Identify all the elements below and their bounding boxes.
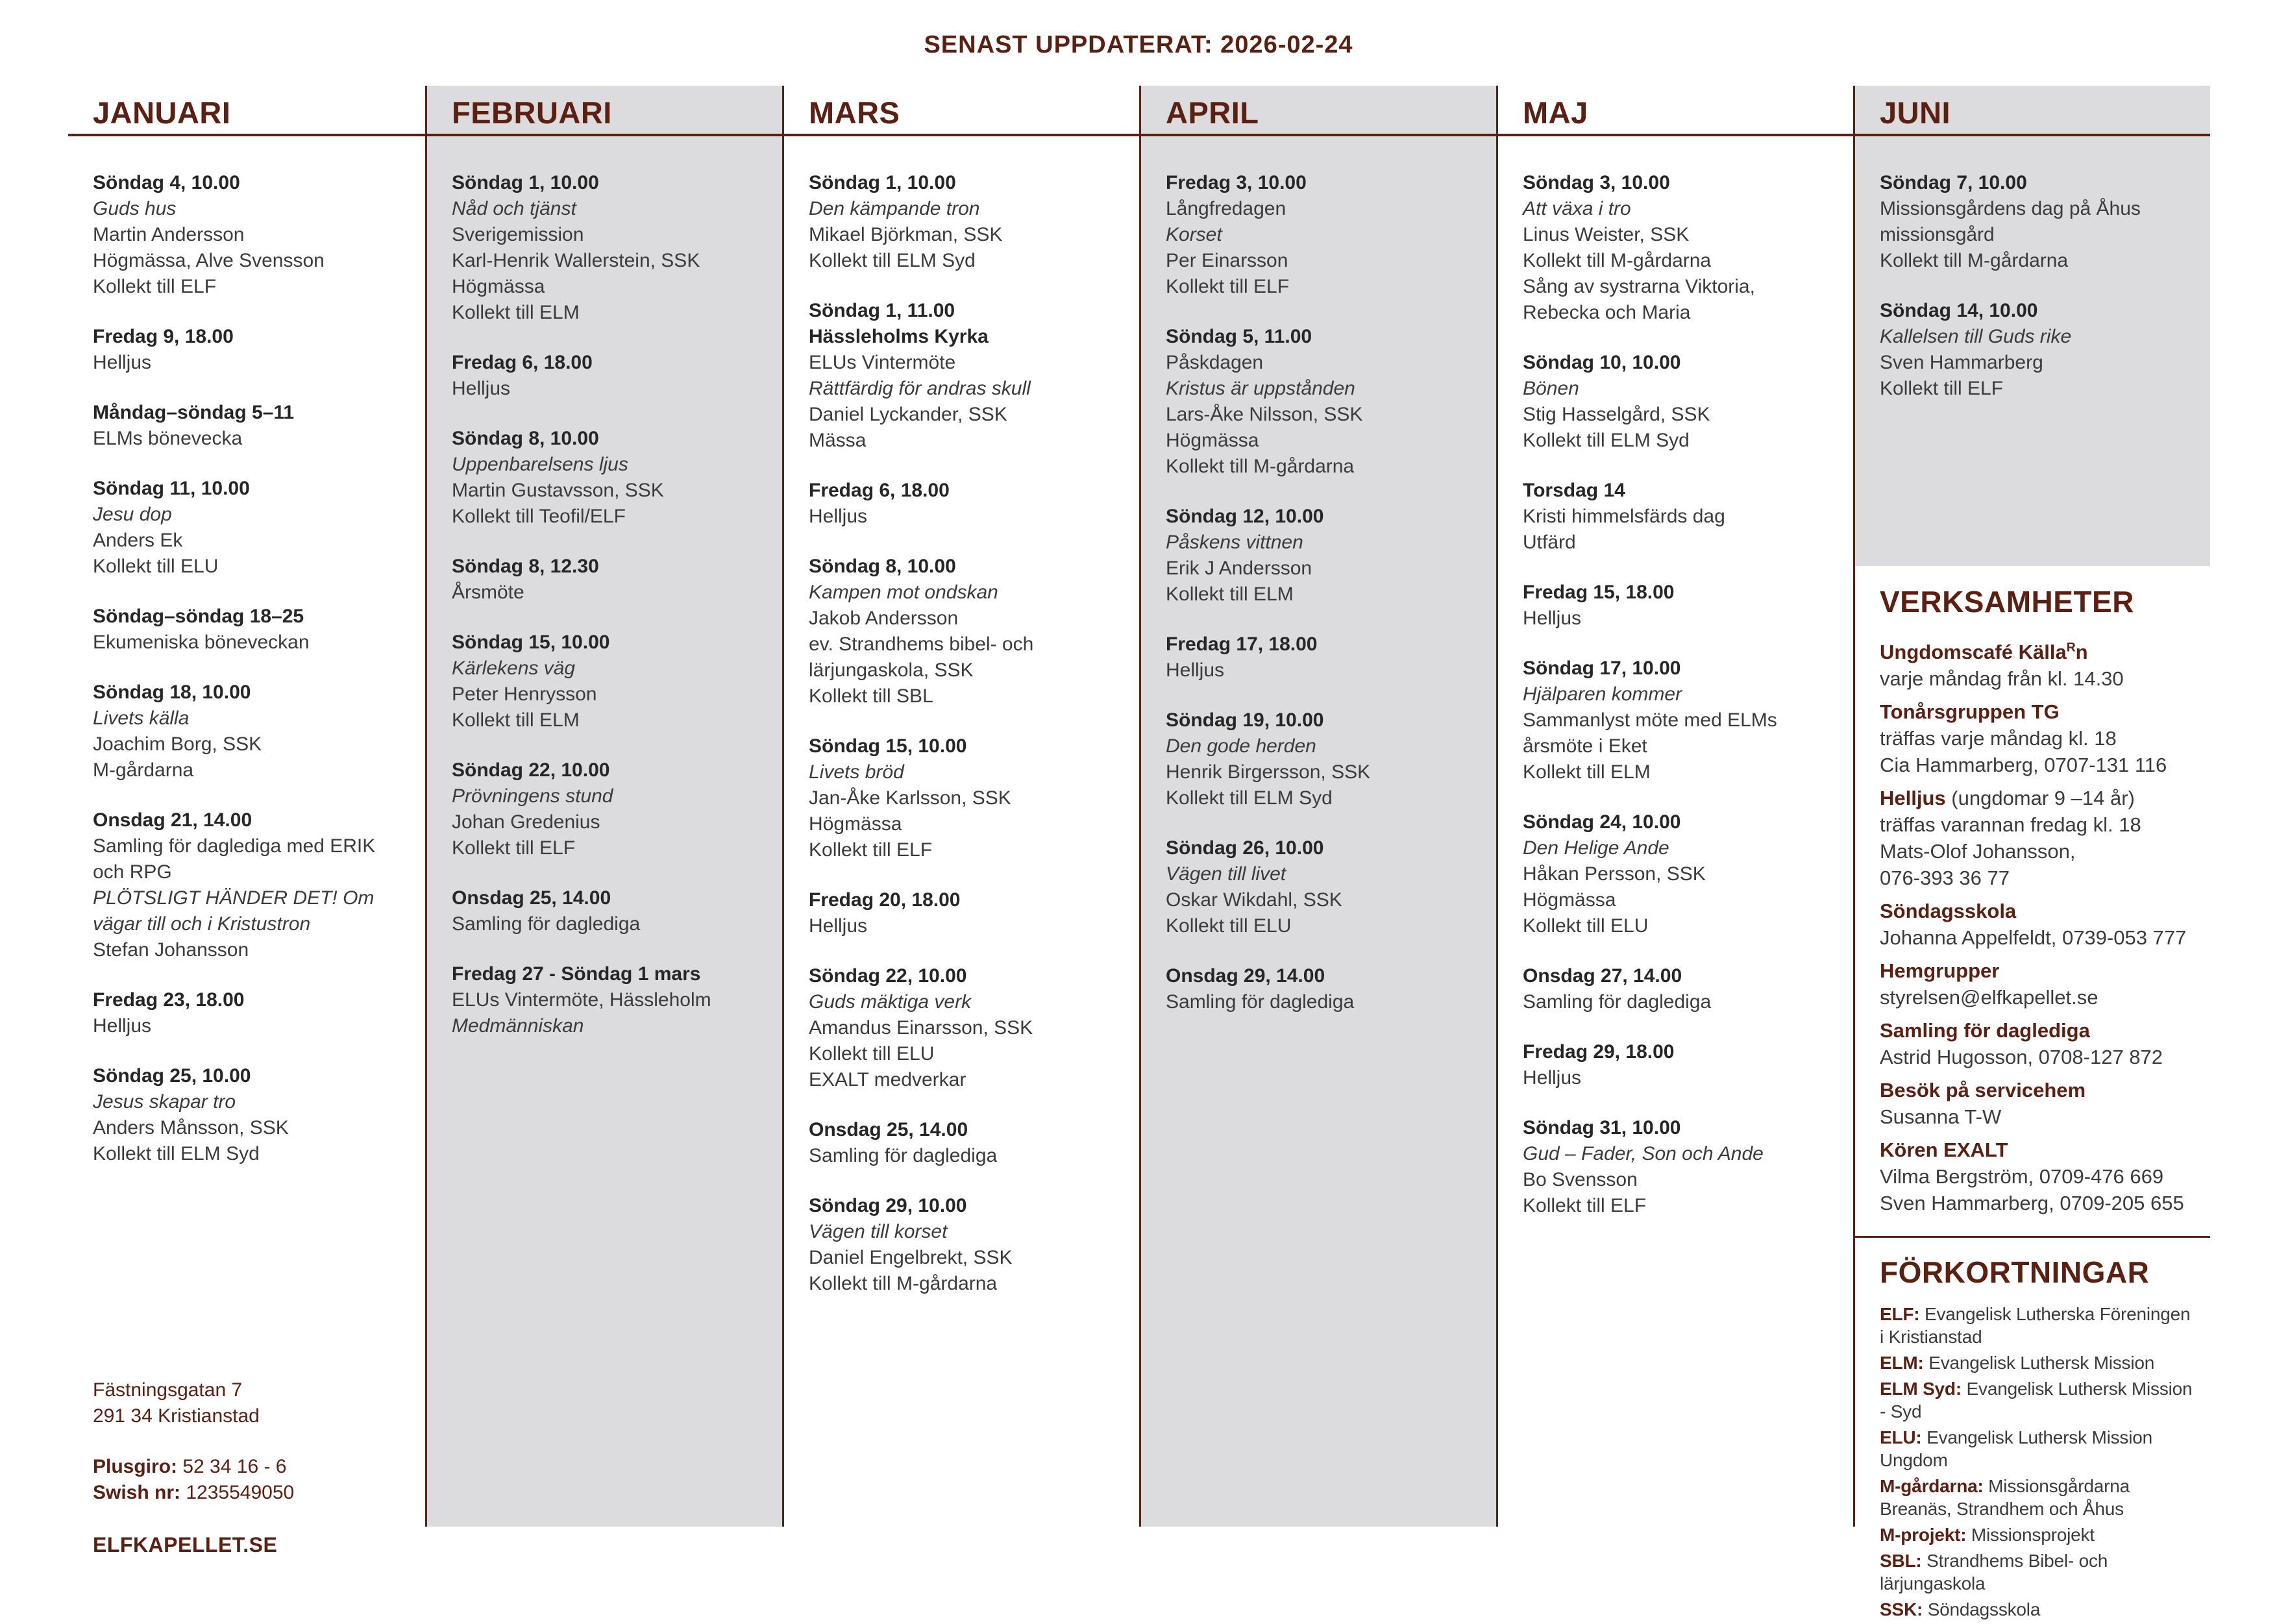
event bbox=[809, 887, 1122, 939]
event-detail: Samling för daglediga bbox=[1166, 991, 1355, 1013]
activity-name: Besök på servicehem bbox=[1880, 1079, 2086, 1102]
event bbox=[809, 1193, 1122, 1297]
event-date: Onsdag 27, 14.00 bbox=[1523, 965, 1682, 987]
activity-name: Helljus bbox=[1880, 787, 1946, 810]
event-date: Söndag 8, 10.00 bbox=[809, 556, 956, 577]
event-date: Fredag 9, 18.00 bbox=[93, 326, 234, 347]
abbreviation-item: ELM: Evangelisk Luthersk Mission bbox=[1880, 1353, 2155, 1373]
event-detail: Sång av systrarna Viktoria, Rebecka och Maria bbox=[1523, 276, 1755, 323]
activity-detail: Astrid Hugosson, 0708-127 872 bbox=[1880, 1046, 2163, 1069]
forkortningar-title: FÖRKORTNINGAR bbox=[1880, 1255, 2150, 1290]
event-detail: Högmässa bbox=[452, 276, 545, 297]
event-theme: Kallelsen till Guds rike bbox=[1880, 326, 2072, 347]
events-list bbox=[93, 170, 408, 1191]
event-detail: Missionsgårdens dag på Åhus missionsgård bbox=[1880, 198, 2141, 245]
event-detail: Kollekt till ELF bbox=[452, 837, 576, 859]
event-date: Söndag 5, 11.00 bbox=[1166, 326, 1312, 347]
event-detail: Kollekt till SBL bbox=[809, 685, 933, 707]
event bbox=[452, 350, 765, 402]
event bbox=[809, 1117, 1122, 1169]
event-theme: Hjälparen kommer bbox=[1523, 683, 1682, 705]
event-date: Söndag 17, 10.00 bbox=[1523, 658, 1681, 679]
event-detail: Jan-Åke Karlsson, SSK bbox=[809, 787, 1011, 809]
event-detail: Kollekt till ELM Syd bbox=[809, 250, 976, 271]
event-date: Söndag 7, 10.00 bbox=[1880, 172, 2027, 193]
event-detail: Årsmöte bbox=[452, 582, 524, 603]
event-theme: Kärlekens väg bbox=[452, 658, 576, 679]
event-detail: Helljus bbox=[809, 915, 868, 937]
activity-detail: Mats-Olof Johansson, bbox=[1880, 840, 2076, 863]
event bbox=[93, 604, 408, 656]
activity-item bbox=[1880, 785, 2198, 891]
abbreviation-code: SBL: bbox=[1880, 1551, 1922, 1571]
activity-item bbox=[1880, 635, 2198, 692]
event-date: Söndag 11, 10.00 bbox=[93, 478, 250, 499]
event-date: Torsdag 14 bbox=[1523, 480, 1625, 501]
event bbox=[452, 885, 765, 937]
event-theme: Prövningens stund bbox=[452, 785, 613, 807]
event-detail: Erik J Andersson bbox=[1166, 558, 1312, 579]
event bbox=[452, 961, 765, 1039]
event-detail: Martin Andersson bbox=[93, 224, 245, 245]
event-detail: Sverigemission bbox=[452, 224, 584, 245]
event bbox=[1166, 707, 1479, 811]
event-detail: Linus Weister, SSK bbox=[1523, 224, 1690, 245]
abbreviation-code: ELM Syd: bbox=[1880, 1379, 1962, 1399]
event-detail: Högmässa bbox=[1166, 430, 1259, 451]
event-date: Fredag 3, 10.00 bbox=[1166, 172, 1307, 193]
plusgiro-line: Plusgiro: 52 34 16 - 6 bbox=[93, 1456, 287, 1477]
event bbox=[93, 680, 408, 783]
event-date: Söndag 3, 10.00 bbox=[1523, 172, 1670, 193]
activity-item bbox=[1880, 698, 2198, 778]
event-detail: Kollekt till ELM Syd bbox=[1166, 787, 1333, 809]
event-date: Söndag–söndag 18–25 bbox=[93, 606, 304, 627]
activity-detail: träffas varje måndag kl. 18 bbox=[1880, 727, 2117, 750]
event-theme: Gud – Fader, Son och Ande bbox=[1523, 1143, 1764, 1164]
event-detail: Helljus bbox=[1166, 659, 1225, 681]
event bbox=[93, 987, 408, 1039]
event-date: Söndag 10, 10.00 bbox=[1523, 352, 1681, 373]
event-date: Söndag 25, 10.00 bbox=[93, 1065, 251, 1087]
activity-item bbox=[1880, 1137, 2198, 1216]
events-list bbox=[452, 170, 765, 1063]
abbreviation-item: M-gårdarna: Missionsgårdarna Breanäs, Strandhem och Åhus bbox=[1880, 1476, 2130, 1519]
event-detail: Högmässa bbox=[1523, 889, 1616, 911]
abbreviation-code: ELM: bbox=[1880, 1353, 1924, 1373]
event-theme: Kristus är uppstånden bbox=[1166, 378, 1355, 399]
event bbox=[93, 170, 408, 300]
event-detail: Anders Månsson, SSK bbox=[93, 1117, 289, 1138]
event bbox=[809, 478, 1122, 530]
event-date: Onsdag 21, 14.00 bbox=[93, 809, 252, 831]
website-text: ELFKAPELLET.SE bbox=[93, 1533, 278, 1556]
event-detail: Amandus Einarsson, SSK bbox=[809, 1017, 1033, 1039]
event-date: Söndag 15, 10.00 bbox=[809, 735, 967, 757]
event-detail: Henrik Birgersson, SSK bbox=[1166, 761, 1371, 783]
event-date: Fredag 6, 18.00 bbox=[452, 352, 593, 373]
event-detail: Håkan Persson, SSK bbox=[1523, 863, 1706, 885]
event bbox=[809, 963, 1122, 1093]
event bbox=[452, 426, 765, 530]
event-detail: Samling för daglediga med ERIK och RPG bbox=[93, 835, 376, 883]
event-date: Söndag 26, 10.00 bbox=[1166, 837, 1324, 859]
month-column-januari bbox=[68, 86, 425, 1556]
event-theme: Kampen mot ondskan bbox=[809, 582, 998, 603]
activity-detail: träffas varannan fredag kl. 18 bbox=[1880, 813, 2141, 837]
event-detail: Karl-Henrik Wallerstein, SSK bbox=[452, 250, 700, 271]
event bbox=[1523, 809, 1836, 939]
event bbox=[809, 554, 1122, 709]
event bbox=[1523, 350, 1836, 454]
event-theme: Vägen till korset bbox=[809, 1221, 948, 1242]
event-detail: Oskar Wikdahl, SSK bbox=[1166, 889, 1342, 911]
month-title: MARS bbox=[809, 95, 900, 130]
event-date: Söndag 1, 10.00 bbox=[809, 172, 956, 193]
event-detail: Kollekt till ELF bbox=[1166, 276, 1290, 297]
events-list bbox=[1166, 170, 1479, 1039]
event-date: Söndag 1, 10.00 bbox=[452, 172, 599, 193]
event-detail: Långfredagen bbox=[1166, 198, 1286, 219]
activity-name: Hemgrupper bbox=[1880, 959, 2000, 983]
event bbox=[1523, 963, 1836, 1015]
event-detail: Samling för daglediga bbox=[1523, 991, 1712, 1013]
event-detail: Helljus bbox=[93, 352, 152, 373]
event bbox=[1166, 504, 1479, 608]
activity-item bbox=[1880, 1077, 2198, 1130]
event-date: Fredag 27 - Söndag 1 mars bbox=[452, 963, 701, 985]
event-date: Söndag 15, 10.00 bbox=[452, 632, 610, 653]
event-detail: Kollekt till M-gårdarna bbox=[1880, 250, 2069, 271]
event bbox=[1166, 963, 1479, 1015]
activity-name-superscript: R bbox=[2066, 641, 2076, 655]
activity-item bbox=[1880, 957, 2198, 1011]
event-detail: Jakob Andersson bbox=[809, 608, 959, 629]
event-date: Söndag 1, 11.00 bbox=[809, 300, 955, 321]
abbreviation-code: M-gårdarna: bbox=[1880, 1476, 1984, 1497]
event-theme: Korset bbox=[1166, 224, 1222, 245]
event bbox=[93, 324, 408, 376]
activity-name: Tonårsgruppen TG bbox=[1880, 700, 2060, 724]
event-detail: Daniel Engelbrekt, SSK bbox=[809, 1247, 1013, 1268]
activity-note: (ungdomar 9 –14 år) bbox=[1945, 787, 2135, 810]
activity-name: Söndagsskola bbox=[1880, 900, 2017, 923]
event-theme: Att växa i tro bbox=[1523, 198, 1631, 219]
event bbox=[1523, 580, 1836, 632]
activity-detail: Cia Hammarberg, 0707-131 116 bbox=[1880, 754, 2167, 777]
abbreviation-item: ELM Syd: Evangelisk Luthersk Mission - Syd bbox=[1880, 1379, 2193, 1422]
event-theme: Den Helige Ande bbox=[1523, 837, 1669, 859]
event bbox=[93, 476, 408, 580]
event-date: Onsdag 29, 14.00 bbox=[1166, 965, 1325, 987]
abbreviation-code: ELU: bbox=[1880, 1427, 1922, 1448]
abbreviation-item: ELU: Evangelisk Luthersk Mission Ungdom bbox=[1880, 1427, 2152, 1471]
event-theme: Livets källa bbox=[93, 707, 190, 729]
event-detail: ELMs bönevecka bbox=[93, 428, 243, 449]
event-detail: Kollekt till ELF bbox=[1880, 378, 2004, 399]
event-date: Söndag 29, 10.00 bbox=[809, 1195, 967, 1216]
event-detail: Kollekt till ELM bbox=[1166, 584, 1294, 605]
activity-detail: 076-393 36 77 bbox=[1880, 867, 2010, 890]
event-date: Söndag 31, 10.00 bbox=[1523, 1117, 1681, 1138]
swish-line: Swish nr: 1235549050 bbox=[93, 1482, 295, 1503]
event-theme: Den gode herden bbox=[1166, 735, 1316, 757]
event-detail: Anders Ek bbox=[93, 530, 183, 551]
activity-detail: Vilma Bergström, 0709-476 669 bbox=[1880, 1165, 2164, 1188]
month-column-mars bbox=[782, 86, 1139, 1527]
event bbox=[1523, 656, 1836, 785]
abbreviation-item: SSK: Söndagsskola bbox=[1880, 1599, 2041, 1620]
abbreviation-code: SSK: bbox=[1880, 1599, 1923, 1620]
activity-detail: styrelsen@elfkapellet.se bbox=[1880, 986, 2099, 1009]
event-detail: Kollekt till ELU bbox=[93, 556, 219, 577]
event bbox=[93, 807, 408, 963]
event-detail: Kollekt till Teofil/ELF bbox=[452, 506, 626, 527]
month-title-underline bbox=[68, 134, 2210, 136]
event-theme: Bönen bbox=[1523, 378, 1579, 399]
event-detail: Utfärd bbox=[1523, 532, 1576, 553]
month-title: APRIL bbox=[1166, 95, 1259, 130]
event bbox=[93, 400, 408, 452]
event bbox=[452, 757, 765, 861]
abbreviation-code: M-projekt: bbox=[1880, 1525, 1967, 1545]
event bbox=[452, 630, 765, 733]
event-date: Söndag 24, 10.00 bbox=[1523, 811, 1681, 833]
month-title: MAJ bbox=[1523, 95, 1588, 130]
right-rail bbox=[1880, 584, 2198, 1624]
event-date: Söndag 8, 10.00 bbox=[452, 428, 599, 449]
activity-item bbox=[1880, 1017, 2198, 1070]
event-detail: Helljus bbox=[809, 506, 868, 527]
events-list bbox=[1523, 170, 1836, 1243]
event-detail: Bo Svensson bbox=[1523, 1169, 1638, 1190]
month-title: FEBRUARI bbox=[452, 95, 612, 130]
month-column-juni bbox=[1853, 86, 2210, 1620]
event-theme: Rättfärdig för andras skull bbox=[809, 378, 1031, 399]
event-detail: Kollekt till ELF bbox=[1523, 1195, 1647, 1216]
activity-item bbox=[1880, 898, 2198, 951]
event bbox=[1166, 632, 1479, 683]
event-detail: Stig Hasselgård, SSK bbox=[1523, 404, 1710, 425]
event bbox=[1166, 835, 1479, 939]
event-detail: Lars-Åke Nilsson, SSK bbox=[1166, 404, 1363, 425]
event bbox=[809, 298, 1122, 454]
abbreviation-item: M-projekt: Missionsprojekt bbox=[1880, 1525, 2095, 1545]
calendar-grid bbox=[68, 86, 2210, 1620]
plusgiro-label: Plusgiro: bbox=[93, 1456, 178, 1477]
event-detail: Kollekt till ELU bbox=[809, 1043, 935, 1064]
event bbox=[93, 1063, 408, 1167]
event bbox=[1523, 170, 1836, 326]
event-detail: Martin Gustavsson, SSK bbox=[452, 480, 664, 501]
event-detail: Mikael Björkman, SSK bbox=[809, 224, 1003, 245]
event-date: Söndag 8, 12.30 bbox=[452, 556, 599, 577]
event-date: Fredag 17, 18.00 bbox=[1166, 634, 1318, 655]
event-detail: Helljus bbox=[1523, 608, 1582, 629]
event-theme: Livets bröd bbox=[809, 761, 904, 783]
event-detail: Kollekt till ELM Syd bbox=[93, 1143, 260, 1164]
event-date: Onsdag 25, 14.00 bbox=[452, 887, 611, 909]
event-detail: EXALT medverkar bbox=[809, 1069, 966, 1090]
event-detail: Johan Gredenius bbox=[452, 811, 600, 833]
event-detail: M-gårdarna bbox=[93, 759, 194, 781]
event-theme: Den kämpande tron bbox=[809, 198, 980, 219]
verksamheter-title: VERKSAMHETER bbox=[1880, 585, 2134, 619]
abbreviation-item: ELF: Evangelisk Lutherska Föreningen i Kristianstad bbox=[1880, 1304, 2191, 1347]
event-theme: Jesus skapar tro bbox=[93, 1091, 236, 1113]
event-detail: Kollekt till ELU bbox=[1523, 915, 1649, 937]
section-divider bbox=[1855, 1236, 2210, 1238]
event-detail: ELUs Vintermöte, Hässleholm bbox=[452, 989, 711, 1011]
event-detail: Mässa bbox=[809, 430, 867, 451]
abbreviation-code: ELF: bbox=[1880, 1304, 1920, 1325]
event-detail: Kollekt till ELM Syd bbox=[1523, 430, 1690, 451]
month-column-april bbox=[1139, 86, 1496, 1527]
event-detail: Samling för daglediga bbox=[452, 913, 641, 935]
event bbox=[1166, 324, 1479, 480]
event-date: Söndag 22, 10.00 bbox=[452, 759, 610, 781]
event-detail: Kollekt till ELM bbox=[1523, 761, 1651, 783]
event-theme: Medmänniskan bbox=[452, 1015, 584, 1037]
event bbox=[809, 733, 1122, 863]
event-date: Söndag 14, 10.00 bbox=[1880, 300, 2038, 321]
activity-detail: Johanna Appelfeldt, 0739-053 777 bbox=[1880, 926, 2187, 950]
month-column-februari bbox=[425, 86, 782, 1527]
event-date: Onsdag 25, 14.00 bbox=[809, 1119, 968, 1140]
event bbox=[1880, 170, 2193, 274]
event-date: Fredag 6, 18.00 bbox=[809, 480, 950, 501]
event-theme: Guds hus bbox=[93, 198, 177, 219]
event-detail: Peter Henrysson bbox=[452, 683, 597, 705]
event-detail: Ekumeniska böneveckan bbox=[93, 632, 310, 653]
event-theme: Vägen till livet bbox=[1166, 863, 1286, 885]
event-detail: Samling för daglediga bbox=[809, 1145, 998, 1166]
swish-label: Swish nr: bbox=[93, 1482, 181, 1503]
event-detail: Högmässa bbox=[809, 813, 902, 835]
event-detail: Kristi himmelsfärds dag bbox=[1523, 506, 1725, 527]
event-theme: PLÖTSLIGT HÄNDER DET! Om vägar till och i Kristustron bbox=[93, 887, 375, 935]
event bbox=[1523, 1115, 1836, 1219]
event-detail: Daniel Lyckander, SSK bbox=[809, 404, 1007, 425]
footer-contact bbox=[93, 1377, 408, 1558]
event bbox=[1880, 298, 2193, 402]
event-date: Söndag 19, 10.00 bbox=[1166, 709, 1324, 731]
address-line2: 291 34 Kristianstad bbox=[93, 1405, 260, 1427]
event-detail: ELUs Vintermöte bbox=[809, 352, 956, 373]
event-detail: Påskdagen bbox=[1166, 352, 1264, 373]
event-location: Hässleholms Kyrka bbox=[809, 326, 989, 347]
activity-detail: Susanna T-W bbox=[1880, 1105, 2002, 1129]
event bbox=[1523, 1039, 1836, 1091]
event-date: Fredag 29, 18.00 bbox=[1523, 1041, 1675, 1063]
last-updated-text: SENAST UPPDATERAT: 2026-02-24 bbox=[924, 31, 1353, 58]
activity-detail: Sven Hammarberg, 0709-205 655 bbox=[1880, 1192, 2184, 1215]
event bbox=[452, 170, 765, 326]
event-detail: Kollekt till M-gårdarna bbox=[1523, 250, 1712, 271]
address-line1: Fästningsgatan 7 bbox=[93, 1379, 243, 1401]
abbreviation-item: SBL: Strandhems Bibel- och lärjungaskola bbox=[1880, 1551, 2108, 1594]
event-theme: Påskens vittnen bbox=[1166, 532, 1303, 553]
event-detail: Helljus bbox=[93, 1015, 152, 1037]
event-detail: Kollekt till M-gårdarna bbox=[809, 1273, 998, 1294]
event-detail: Sammanlyst möte med ELMs årsmöte i Eket bbox=[1523, 709, 1777, 757]
event-detail: Stefan Johansson bbox=[93, 939, 249, 961]
event-detail: Joachim Borg, SSK bbox=[93, 733, 262, 755]
event-date: Fredag 23, 18.00 bbox=[93, 989, 245, 1011]
event-detail: Helljus bbox=[452, 378, 511, 399]
month-column-maj bbox=[1496, 86, 1853, 1527]
activity-name: Ungdomscafé Källa$^R$n bbox=[1880, 641, 2088, 664]
event bbox=[1523, 478, 1836, 556]
activity-name: Samling för daglediga bbox=[1880, 1019, 2090, 1042]
event-detail: Kollekt till M-gårdarna bbox=[1166, 456, 1355, 477]
activity-name: Kören EXALT bbox=[1880, 1138, 2008, 1162]
event-detail: Kollekt till ELF bbox=[809, 839, 933, 861]
event-detail: Helljus bbox=[1523, 1067, 1582, 1089]
event bbox=[1166, 170, 1479, 300]
event-date: Söndag 12, 10.00 bbox=[1166, 506, 1324, 527]
event bbox=[452, 554, 765, 606]
event-date: Söndag 4, 10.00 bbox=[93, 172, 240, 193]
event-detail: Per Einarsson bbox=[1166, 250, 1288, 271]
event-detail: Kollekt till ELU bbox=[1166, 915, 1292, 937]
event-detail: Sven Hammarberg bbox=[1880, 352, 2043, 373]
events-list bbox=[809, 170, 1122, 1321]
event-theme: Guds mäktiga verk bbox=[809, 991, 972, 1013]
month-title: JANUARI bbox=[93, 95, 231, 130]
event-date: Fredag 20, 18.00 bbox=[809, 889, 961, 911]
events-list bbox=[1880, 170, 2193, 426]
event-theme: Jesu dop bbox=[93, 504, 172, 525]
activity-detail: varje måndag från kl. 14.30 bbox=[1880, 667, 2124, 691]
event-theme: Nåd och tjänst bbox=[452, 198, 576, 219]
event-detail: Kollekt till ELF bbox=[93, 276, 217, 297]
event-date: Söndag 18, 10.00 bbox=[93, 682, 251, 703]
event-detail: Högmässa, Alve Svensson bbox=[93, 250, 325, 271]
event-date: Söndag 22, 10.00 bbox=[809, 965, 967, 987]
event bbox=[809, 170, 1122, 274]
event-date: Fredag 15, 18.00 bbox=[1523, 582, 1675, 603]
event-theme: Uppenbarelsens ljus bbox=[452, 454, 628, 475]
month-title: JUNI bbox=[1880, 95, 1951, 130]
event-detail: ev. Strandhems bibel- och lärjungaskola, SSK bbox=[809, 634, 1034, 681]
event-date: Måndag–söndag 5–11 bbox=[93, 402, 295, 423]
event-detail: Kollekt till ELM bbox=[452, 302, 580, 323]
event-detail: Kollekt till ELM bbox=[452, 709, 580, 731]
